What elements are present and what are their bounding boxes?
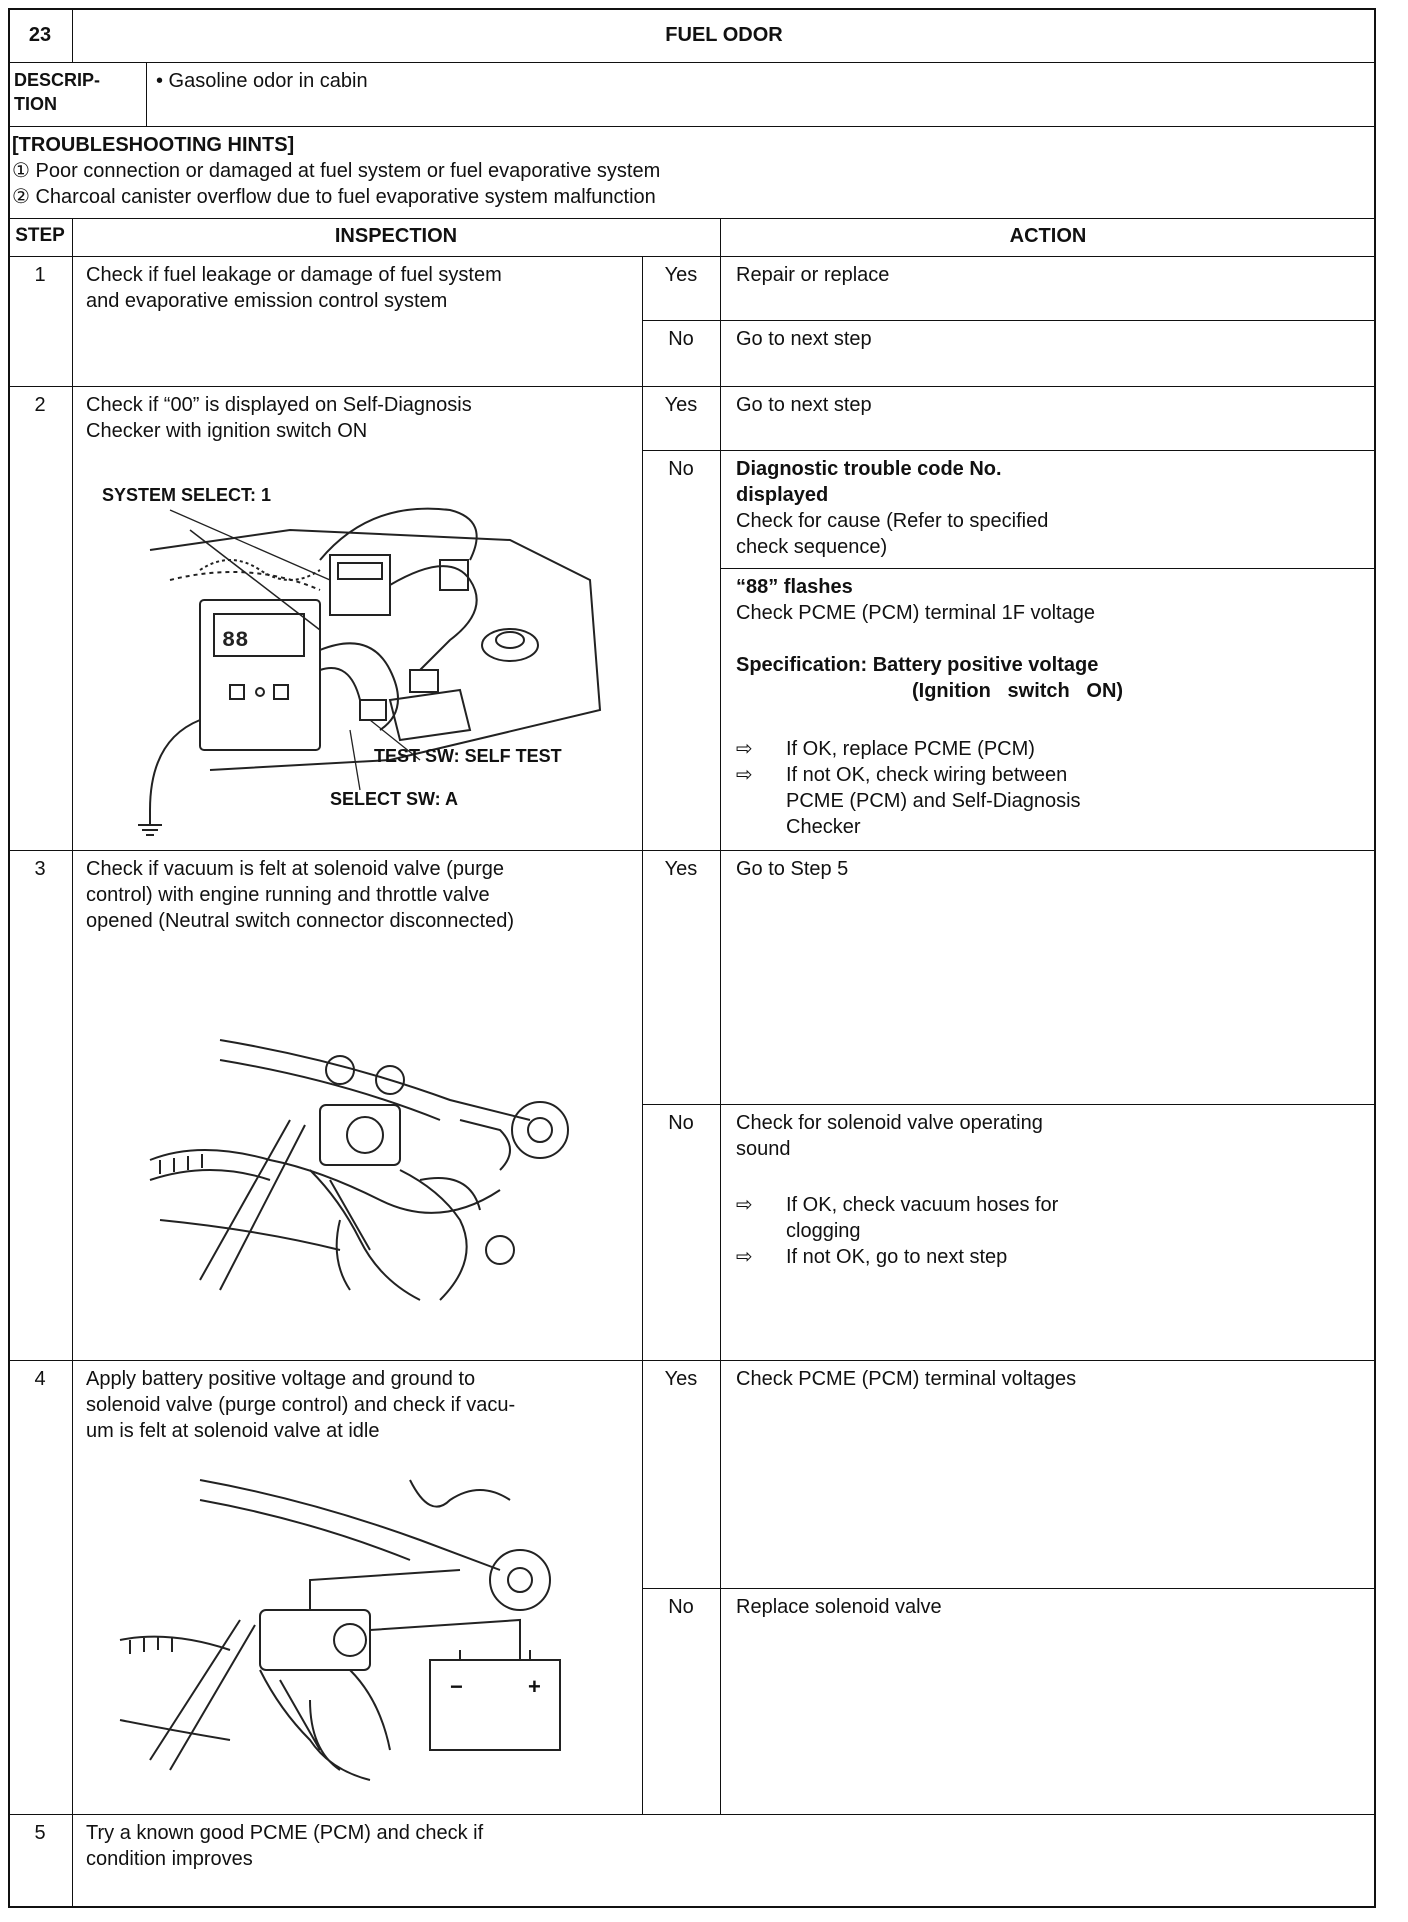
yes-action: Go to next step (736, 394, 872, 416)
result-text: If not OK, check wiring between PCME (PCM) and Self-Diagnosis Checker (786, 764, 1081, 838)
battery-negative-terminal: − (450, 1674, 463, 1699)
specification-condition: (Ignition switch ON) (912, 680, 1124, 702)
figure-label-select-sw: SELECT SW: A (330, 789, 459, 809)
specification-line: Specification: Battery positive voltage (736, 654, 1099, 676)
step-number: 1 (34, 264, 46, 286)
yes-action: Check PCME (PCM) terminal voltages (736, 1368, 1077, 1390)
step-number: 5 (34, 1822, 46, 1844)
step-inspection: Try a known good PCME (PCM) and check if condition improves (86, 1822, 484, 1870)
no-action: Go to next step (736, 328, 872, 350)
description-label: DESCRIP- TION (14, 70, 101, 114)
figure-label-test-sw: TEST SW: SELF TEST (374, 746, 562, 766)
yes-action: Repair or replace (736, 264, 890, 286)
step-inspection: Check if “00” is displayed on Self-Diagnosis Checker with ignition switch ON (86, 394, 472, 442)
column-header-step: STEP (15, 225, 65, 246)
yes-label: Yes (664, 1368, 698, 1390)
no-action-heading: Diagnostic trouble code No. displayed (736, 458, 1002, 506)
result-text: If OK, check vacuum hoses for clogging (786, 1194, 1059, 1242)
description-text: • Gasoline odor in cabin (156, 70, 368, 92)
hints-title: [TROUBLESHOOTING HINTS] (12, 134, 295, 156)
step-inspection: Check if vacuum is felt at solenoid valve (purge control) with engine running and throttle valve opened (Neutral switch connector disconnected) (86, 858, 515, 932)
no-label: No (668, 1112, 694, 1134)
hint-item: ② Charcoal canister overflow due to fuel evaporative system malfunction (12, 186, 656, 208)
solenoid-vacuum-check-figure (140, 1020, 580, 1340)
self-diagnosis-checker-figure (90, 470, 630, 840)
column-header-inspection: INSPECTION (334, 225, 458, 247)
arrow-icon: ⇨ (736, 1194, 753, 1216)
hint-item: ① Poor connection or damaged at fuel system or fuel evaporative system (12, 160, 661, 182)
yes-label: Yes (664, 858, 698, 880)
checker-display-digits: 88 (222, 628, 249, 653)
flash-heading: “88” flashes (736, 576, 853, 598)
page-title: FUEL ODOR (665, 24, 783, 46)
arrow-icon: ⇨ (736, 738, 753, 760)
yes-action: Go to Step 5 (736, 858, 849, 880)
step-inspection: Check if fuel leakage or damage of fuel system and evaporative emission control system (86, 264, 502, 312)
no-action: Check for solenoid valve operating sound (736, 1112, 1043, 1160)
arrow-icon: ⇨ (736, 1246, 753, 1268)
step-inspection: Apply battery positive voltage and ground to solenoid valve (purge control) and check if vacu- um is felt at solenoid valve at idle (86, 1368, 516, 1442)
arrow-icon: ⇨ (736, 764, 753, 786)
battery-positive-terminal: + (528, 1674, 541, 1699)
result-text: If OK, replace PCME (PCM) (786, 738, 1035, 760)
yes-label: Yes (664, 264, 698, 286)
result-text: If not OK, go to next step (786, 1246, 1008, 1268)
step-number: 2 (34, 394, 46, 416)
no-label: No (668, 328, 694, 350)
yes-label: Yes (664, 394, 698, 416)
figure-label-system-select: SYSTEM SELECT: 1 (102, 485, 272, 505)
no-action-text: Check for cause (Refer to specified check sequence) (736, 510, 1049, 558)
no-action: Replace solenoid valve (736, 1596, 942, 1618)
section-number: 23 (28, 24, 52, 46)
flash-text: Check PCME (PCM) terminal 1F voltage (736, 602, 1095, 624)
solenoid-battery-test-figure (110, 1460, 580, 1800)
no-label: No (668, 458, 694, 480)
step-number: 3 (34, 858, 46, 880)
column-header-action: ACTION (1009, 225, 1087, 247)
step-number: 4 (34, 1368, 46, 1390)
no-label: No (668, 1596, 694, 1618)
